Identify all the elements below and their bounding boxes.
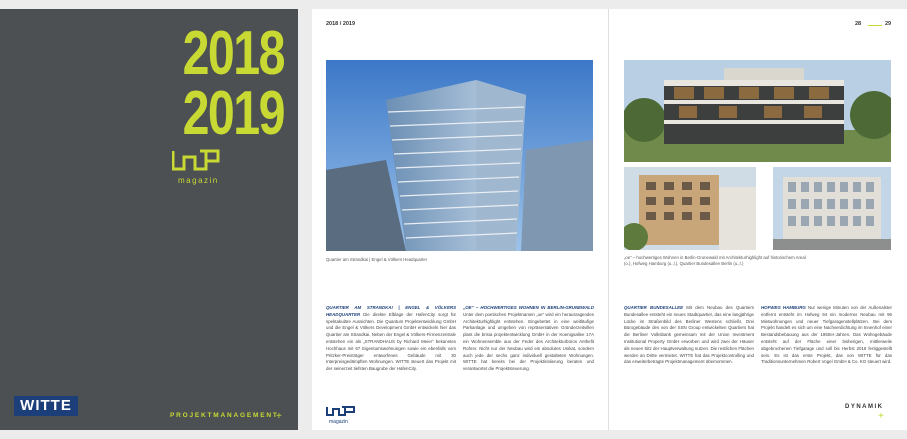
article-bundesallee bbox=[624, 305, 754, 366]
plus-icon: + bbox=[276, 411, 282, 422]
page-number-left: 28 bbox=[855, 21, 862, 27]
article-hofweg-heading: HOFWEG HAMBURG bbox=[761, 305, 806, 310]
witte-logo: WITTE bbox=[14, 396, 78, 416]
article-hofweg bbox=[761, 305, 892, 366]
right-photo-caption: „oe“ – hochwertiges Wohnen in Berlin-Grunewald mit Architekturhighlight auf historischem Areal (o.), Hofweg Hamburg (u.,l.), Quartier Bundesallee Berlin (u.,r.) bbox=[624, 255, 806, 266]
wp-magazin-logo bbox=[172, 149, 220, 187]
page-number-right: 29 bbox=[885, 21, 892, 27]
article-oe-grunewald bbox=[463, 305, 594, 373]
article-hofweg-text: Nur wenige Minuten von der Außenalster entfernt entsteht im Hofweg 94 ein moderner Neubau mit 96 Mietwohnungen und neuer Tiefgaragenstellplätzen. Bei dem Projekt handelt es sich um eine Nachverdichtung im Innenhof einer Bestandsbebauung aus der 1950er-Jahren. Das Wohngebäude entsteht auf der Fläche einer bisherigen, mittlerweile abgebrochenen Tiefgarage und soll bis Herbst 2019 fertiggestellt sein. Es ist das erste Projekt, das von WITTE für das Traditionsunternehmen Robert Vogel GmbH & Co. KG steuert wird. bbox=[761, 305, 892, 365]
page-header-year: 2018 / 2019 bbox=[326, 21, 356, 27]
logo-text: magazin bbox=[178, 176, 219, 185]
oe-villa-photo bbox=[624, 60, 891, 162]
footer-wp-logo bbox=[326, 405, 372, 425]
cover-year-2018: 2018 bbox=[182, 19, 284, 88]
hofweg-hamburg-photo bbox=[624, 167, 756, 250]
article-strandkai bbox=[326, 305, 456, 373]
article-bundesallee-text: Mit dem Neubau des Quartiers Bundesallee entsteht ein neues Stadtquartier, das eine langjährige Lücke im Straßenbild des Berliner Westens schließt. Drei Bürogebäude des von der SSN Group entwickelten Quartiers hat die Berliner Volksbank gemeinsam mit der Union Investment Institutional Property GmbH erworben und wird zwei der Häuser als neuen Sitz der Hauptverwaltung nutzen. Die restlichen Flächen werden an Dritte vermietet. WITTE hat das Projektcontrolling und das erweiterbetragte Projektmanagement übernommen. bbox=[624, 305, 754, 365]
strandkai-building-photo bbox=[326, 60, 593, 251]
quartier-bundesallee-photo bbox=[773, 167, 891, 250]
footer-section-label: DYNAMIK bbox=[845, 404, 884, 410]
article-oe-text: Unter dem poetischen Projektnamen „oe“ wird ein herausragendes Architekturhighlight entstehen. Eingebettet in eine weitläufige Parkanlage und umgeben von repräsentativen Gründerzeitvillen plant die brisia projektentwicklung GmbH in der Koenigsallee 17A ein Wohnensemble aus der Feder des Architekturbüros Anthefit Rohrer. Nicht nur der Neubau wird ein absolutes Unikat, sondern auch jede der sechs ganz individuell gestalteten Wohnungen. WITTE hat bereits bei der Projektinitiierung beraten und verantwortet die Projektsteuerung. bbox=[463, 311, 594, 372]
left-page bbox=[312, 9, 609, 430]
magazine-cover bbox=[0, 9, 298, 430]
article-strandkai-text: Die direkte Elblage der HafenCity sorgt für spektakuläre Aussichten. Die Quantum Projektentwicklung GmbH und die Engel & Völkers Development GmbH entwickeln hier das Quartier am Strandkai. Neben der Engel & Völkers-Firmenzentrale entstehen ein als „STRANDHAUS by Richard Meier“ bekanntes Hochhaus mit 67 Eigentumswohnungen sowie ein ebenfalls vom Pritzker-Preisträger entworfenes Gebäude mit 30 Interpreisgedämpften Wohnungen. WITTE steuert das Projekt mit der seinerzeit tiefsten Baugrube der HafenCity. bbox=[326, 311, 456, 372]
left-photo-caption: Quartier am Strandkai | Engel & Völkers Headquarter bbox=[326, 257, 428, 262]
article-oe-heading: „OE“ – HOCHWERTIGES WOHNEN IN BERLIN-GRUNEWALD bbox=[463, 305, 594, 310]
article-bundesallee-heading: QUARTIER BUNDESALLEE bbox=[624, 305, 683, 310]
plus-icon: + bbox=[878, 411, 884, 422]
cover-section-label: PROJEKTMANAGEMENT bbox=[170, 412, 279, 419]
cover-year-2019: 2019 bbox=[182, 79, 284, 148]
right-page bbox=[609, 9, 907, 430]
article-strandkai-heading: QUARTIER AM STRANDKAI | ENGEL & VÖLKERS HEADQUARTER bbox=[326, 305, 456, 317]
page-number-divider bbox=[868, 25, 882, 26]
footer-logo-text: magazin bbox=[329, 419, 348, 425]
